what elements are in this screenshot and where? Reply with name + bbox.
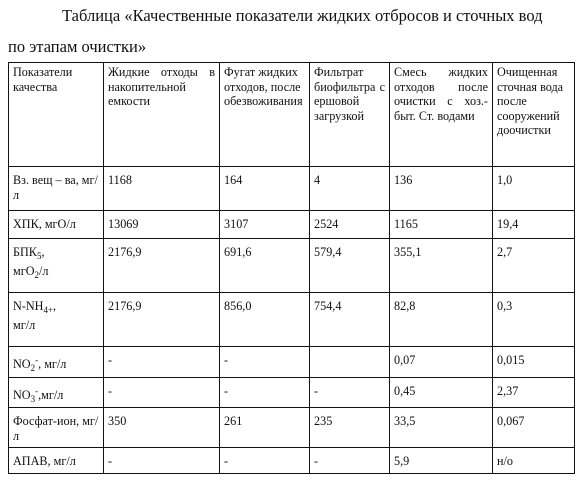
table-cell: 350 <box>104 408 220 448</box>
table-cell: 2,7 <box>493 239 575 293</box>
header-cell: Очищенная сточная вода после сооружений доочистки <box>493 63 575 167</box>
row-label-text: ХПК, мгО/л <box>13 217 76 231</box>
table-cell: 19,4 <box>493 211 575 239</box>
header-cell: Фугат жидких отходов, после обезвоживания <box>220 63 310 167</box>
table-cell: 261 <box>220 408 310 448</box>
table-cell: - <box>220 448 310 474</box>
table-cell: 136 <box>390 167 493 211</box>
table-cell: - <box>220 377 310 408</box>
row-label-subscript: 3 <box>30 393 36 404</box>
row-label-subscript: 2 <box>34 269 40 280</box>
row-label <box>9 211 104 239</box>
table-cell: - <box>104 448 220 474</box>
row-label-subscript: 5 <box>36 251 42 261</box>
row-label-superscript: - <box>35 385 39 396</box>
table-cell: 2176,9 <box>104 239 220 293</box>
table-cell: 355,1 <box>390 239 493 293</box>
table-cell: 0,07 <box>390 347 493 378</box>
table-title-line-2: по этапам очистки» <box>8 37 147 56</box>
row-label-superscript: - <box>35 355 39 365</box>
table-cell: 0,45 <box>390 377 493 408</box>
table-row <box>9 239 575 293</box>
quality-indicators-table <box>8 62 575 474</box>
table-cell: 1168 <box>104 167 220 211</box>
row-label <box>9 347 104 378</box>
table-cell: 3107 <box>220 211 310 239</box>
row-label <box>9 377 104 408</box>
table-cell: 5,9 <box>390 448 493 474</box>
table-cell: 2176,9 <box>104 293 220 347</box>
row-label-text: , <box>41 245 45 259</box>
row-label-text: АПАВ, мг/л <box>13 454 76 468</box>
table-cell: 164 <box>220 167 310 211</box>
row-label-text: Фосфат-ион, мг/л <box>13 414 99 443</box>
table-cell: 235 <box>310 408 390 448</box>
header-cell: Фильтрат биофильтра с ершовой загрузкой <box>310 63 390 167</box>
table-cell: 4 <box>310 167 390 211</box>
table-row <box>9 408 575 448</box>
table-row <box>9 211 575 239</box>
table-cell: 33,5 <box>390 408 493 448</box>
table-cell: н/о <box>493 448 575 474</box>
table-row <box>9 448 575 474</box>
table-cell: - <box>220 347 310 378</box>
table-cell <box>310 347 390 378</box>
table-cell: - <box>310 448 390 474</box>
row-label-text: Вз. вещ – ва, мг/л <box>13 173 98 202</box>
row-label-text: БПК <box>13 245 37 259</box>
row-label-text: , <box>53 299 57 313</box>
header-cell: Смесь жидких отходов после очистки с хоз.-быт. Ст. водами <box>390 63 493 167</box>
header-cell: Показатели качества <box>9 63 104 167</box>
row-label-text: N-NH <box>13 299 44 313</box>
row-label-subscript: 2 <box>30 363 36 373</box>
table-cell: 13069 <box>104 211 220 239</box>
table-cell: 0,067 <box>493 408 575 448</box>
table-title-line-1: Таблица «Качественные показатели жидких отбросов и сточных вод <box>62 6 543 25</box>
row-label-text: NO <box>13 387 31 402</box>
table-cell: 2524 <box>310 211 390 239</box>
row-label <box>9 408 104 448</box>
table-cell: - <box>104 377 220 408</box>
table-cell: 579,4 <box>310 239 390 293</box>
table-cell: 82,8 <box>390 293 493 347</box>
row-label-text: NO <box>13 357 31 371</box>
row-label-text: ,мг/л <box>38 387 64 402</box>
row-label <box>9 239 104 293</box>
row-label <box>9 167 104 211</box>
row-label-text: мг/л <box>13 317 36 332</box>
table-row <box>9 293 575 347</box>
table-cell: 0,3 <box>493 293 575 347</box>
table-cell: 2,37 <box>493 377 575 408</box>
row-label-text: , мг/л <box>38 357 67 371</box>
header-cell: Жидкие отходы в накопительной емкости <box>104 63 220 167</box>
row-label-text: /л <box>39 263 49 278</box>
table-cell: 754,4 <box>310 293 390 347</box>
table-row <box>9 347 575 378</box>
table-cell: 856,0 <box>220 293 310 347</box>
table-cell: - <box>104 347 220 378</box>
table-cell: 0,015 <box>493 347 575 378</box>
table-cell: 1165 <box>390 211 493 239</box>
table-cell: 1,0 <box>493 167 575 211</box>
table-header-row <box>9 63 575 167</box>
row-label-subscript: 4+ <box>43 305 54 315</box>
row-label-text: мгО <box>13 263 35 278</box>
table-row <box>9 167 575 211</box>
table-cell: - <box>310 377 390 408</box>
row-label <box>9 448 104 474</box>
row-label <box>9 293 104 347</box>
table-row <box>9 377 575 408</box>
table-cell: 691,6 <box>220 239 310 293</box>
